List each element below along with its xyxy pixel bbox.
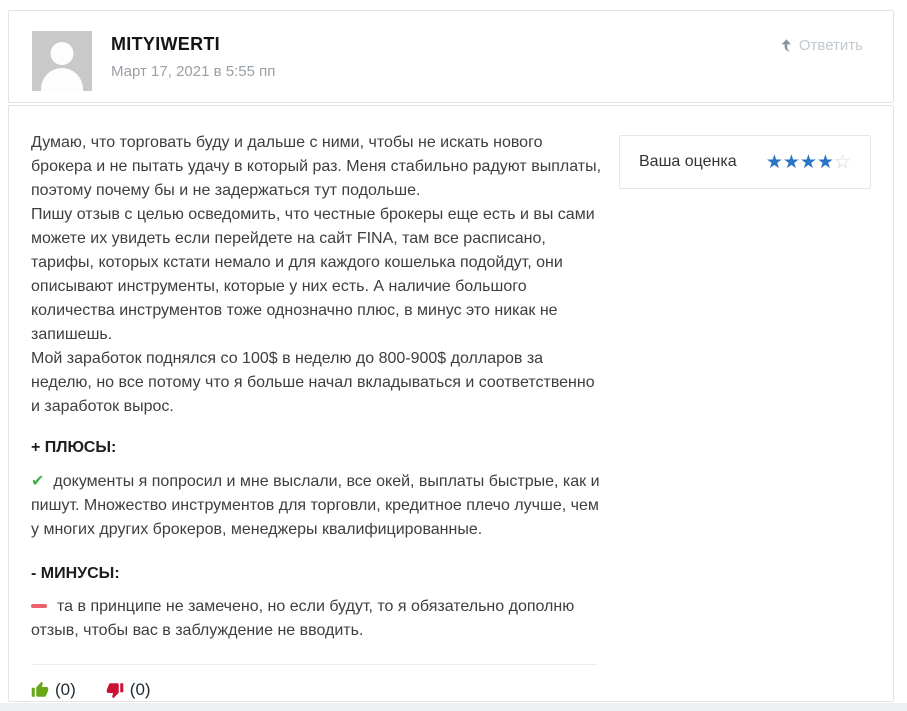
review-text	[31, 131, 607, 419]
comment-header-card	[8, 10, 894, 103]
review-paragraph: Думаю, что торговать буду и дальше с ними, чтобы не искать нового брокера и не пытать удачу в который раз. Меня стабильно радуют выплаты, поэтому почему бы и не задержаться тут подольше.	[31, 134, 602, 199]
thumb-up-icon	[31, 681, 49, 699]
pros-text: документы я попросил и мне выслали, все окей, выплаты быстрые, как и пишут. Множество инструментов для торговли, кредитное плечо лучше, чем у многих других брокеров, менеджеры квалифицированные.	[31, 473, 600, 538]
check-icon: ✔	[31, 471, 45, 490]
review-paragraph: Мой заработок поднялся со 100$ в неделю до 800-900$ долларов за неделю, но все потому что я больше начал вкладываться и соответственно и заработок вырос.	[31, 350, 595, 415]
pros-heading: + ПЛЮСЫ:	[31, 439, 117, 456]
votes-divider	[31, 664, 597, 665]
thumb-down-icon	[106, 681, 124, 699]
star-rating[interactable]	[765, 150, 851, 173]
vote-down-count: (0)	[129, 680, 151, 699]
comment-date: Март 17, 2021 в 5:55 пп	[111, 63, 276, 80]
review-column	[31, 131, 607, 700]
cons-text: та в принципе не замечено, но если будут, то я обязательно дополню отзыв, чтобы вас в заблуждение не вводить.	[31, 598, 575, 639]
votes-row	[31, 680, 607, 700]
comment-body-card	[8, 105, 894, 702]
page-background-strip	[0, 703, 907, 711]
star-empty: ☆	[833, 150, 851, 173]
rating-box	[619, 135, 871, 189]
comment-author: MITYIWERTI	[111, 34, 220, 54]
pros-text-block	[31, 469, 607, 542]
reply-label: Ответить	[798, 37, 863, 54]
avatar	[32, 31, 92, 91]
stars-filled: ★★★★	[765, 150, 834, 173]
cons-text-block	[31, 595, 607, 643]
vote-up-count: (0)	[55, 680, 76, 699]
author-block	[111, 31, 275, 80]
cons-heading: - МИНУСЫ:	[31, 565, 120, 582]
rating-label: Ваша оценка	[639, 153, 737, 170]
avatar-head-shape	[51, 42, 74, 65]
reply-button[interactable]	[779, 31, 863, 54]
reply-arrow-icon	[779, 38, 794, 53]
avatar-torso-shape	[41, 68, 83, 91]
review-paragraph: Пишу отзыв с целью осведомить, что честные брокеры еще есть и вы сами можете их увидеть если перейдете на сайт FINA, там все расписано, тарифы, которых кстати немало и для каждого кошелька подойдут, они описывают инструменты, которые у них есть. А наличие большого количества инструментов тоже однозначно плюс, в минус это никак не запишешь.	[31, 206, 595, 343]
vote-up-button[interactable]	[31, 680, 76, 700]
minus-icon	[31, 604, 47, 608]
vote-down-button[interactable]	[106, 680, 151, 700]
